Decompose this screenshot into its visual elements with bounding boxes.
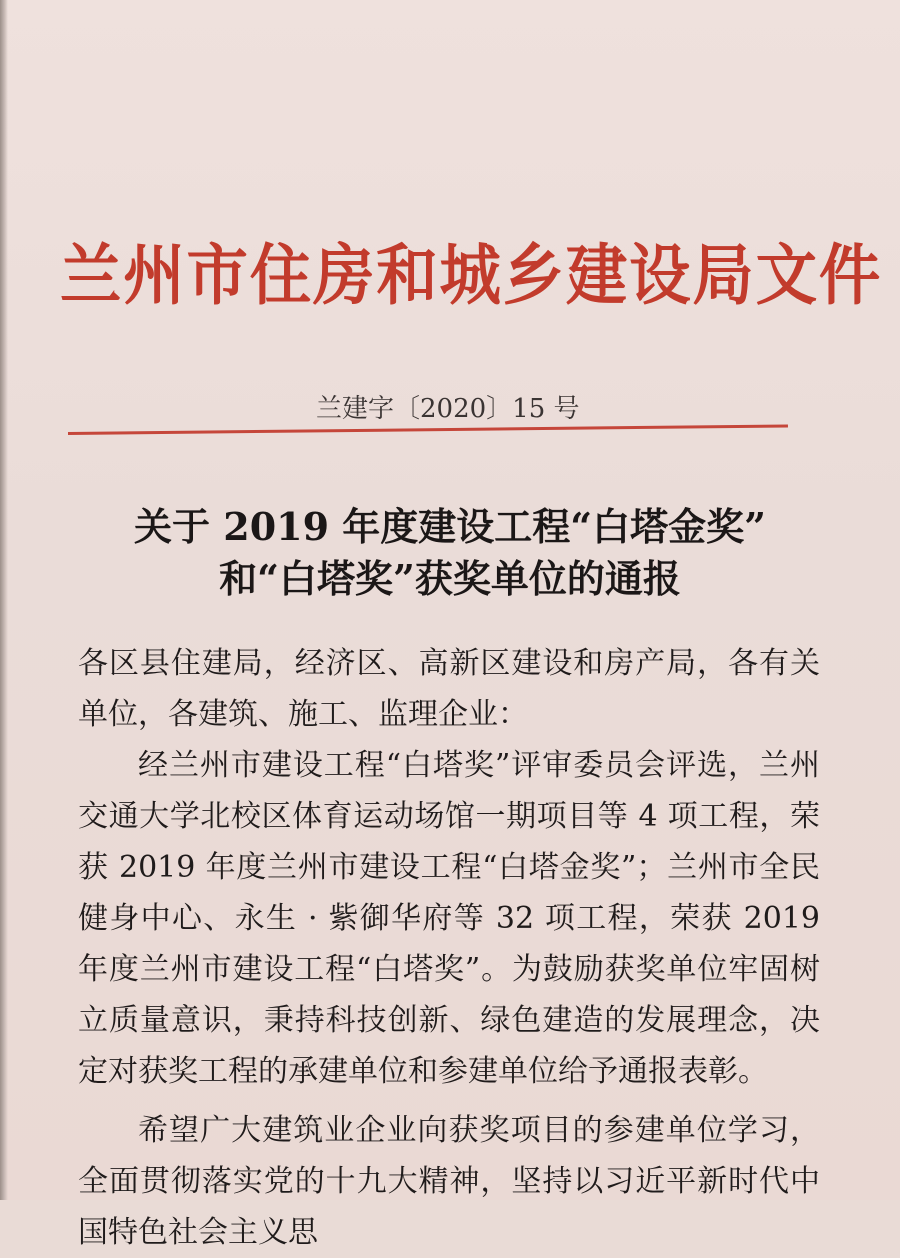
document-number: 兰建字〔2020〕15 号 bbox=[316, 394, 580, 424]
header-divider-line bbox=[68, 424, 788, 435]
body-paragraph-2: 希望广大建筑业企业向获奖项目的参建单位学习，全面贯彻落实党的十九大精神，坚持以习近平新时代中国特色社会主义思 bbox=[78, 1113, 820, 1250]
document-title-line-2: 和“白塔奖”获奖单位的通报 bbox=[219, 556, 681, 601]
document-body bbox=[78, 638, 820, 1258]
salutation: 各区县住建局，经济区、高新区建设和房产局，各有关单位，各建筑、施工、监理企业： bbox=[78, 646, 820, 732]
document-title-line-1: 关于 2019 年度建设工程“白塔金奖” bbox=[134, 504, 766, 549]
body-paragraph-1: 经兰州市建设工程“白塔奖”评审委员会评选，兰州交通大学北校区体育运动场馆一期项目等 4 项工程，荣获 2019 年度兰州市建设工程“白塔金奖”；兰州市全民健身中心、永生 · 紫御华府等 32 项工程，荣获 2019 年度兰州市建设工程“白塔奖”。为鼓励获奖单位牢固树立质量意识，秉持科技创新、绿色建造的发展理念，决定对获奖工程的承建单位和参建单位给予通报表彰。 bbox=[78, 748, 820, 1089]
document-header: 兰州市住房和城乡建设局文件 bbox=[60, 236, 883, 314]
